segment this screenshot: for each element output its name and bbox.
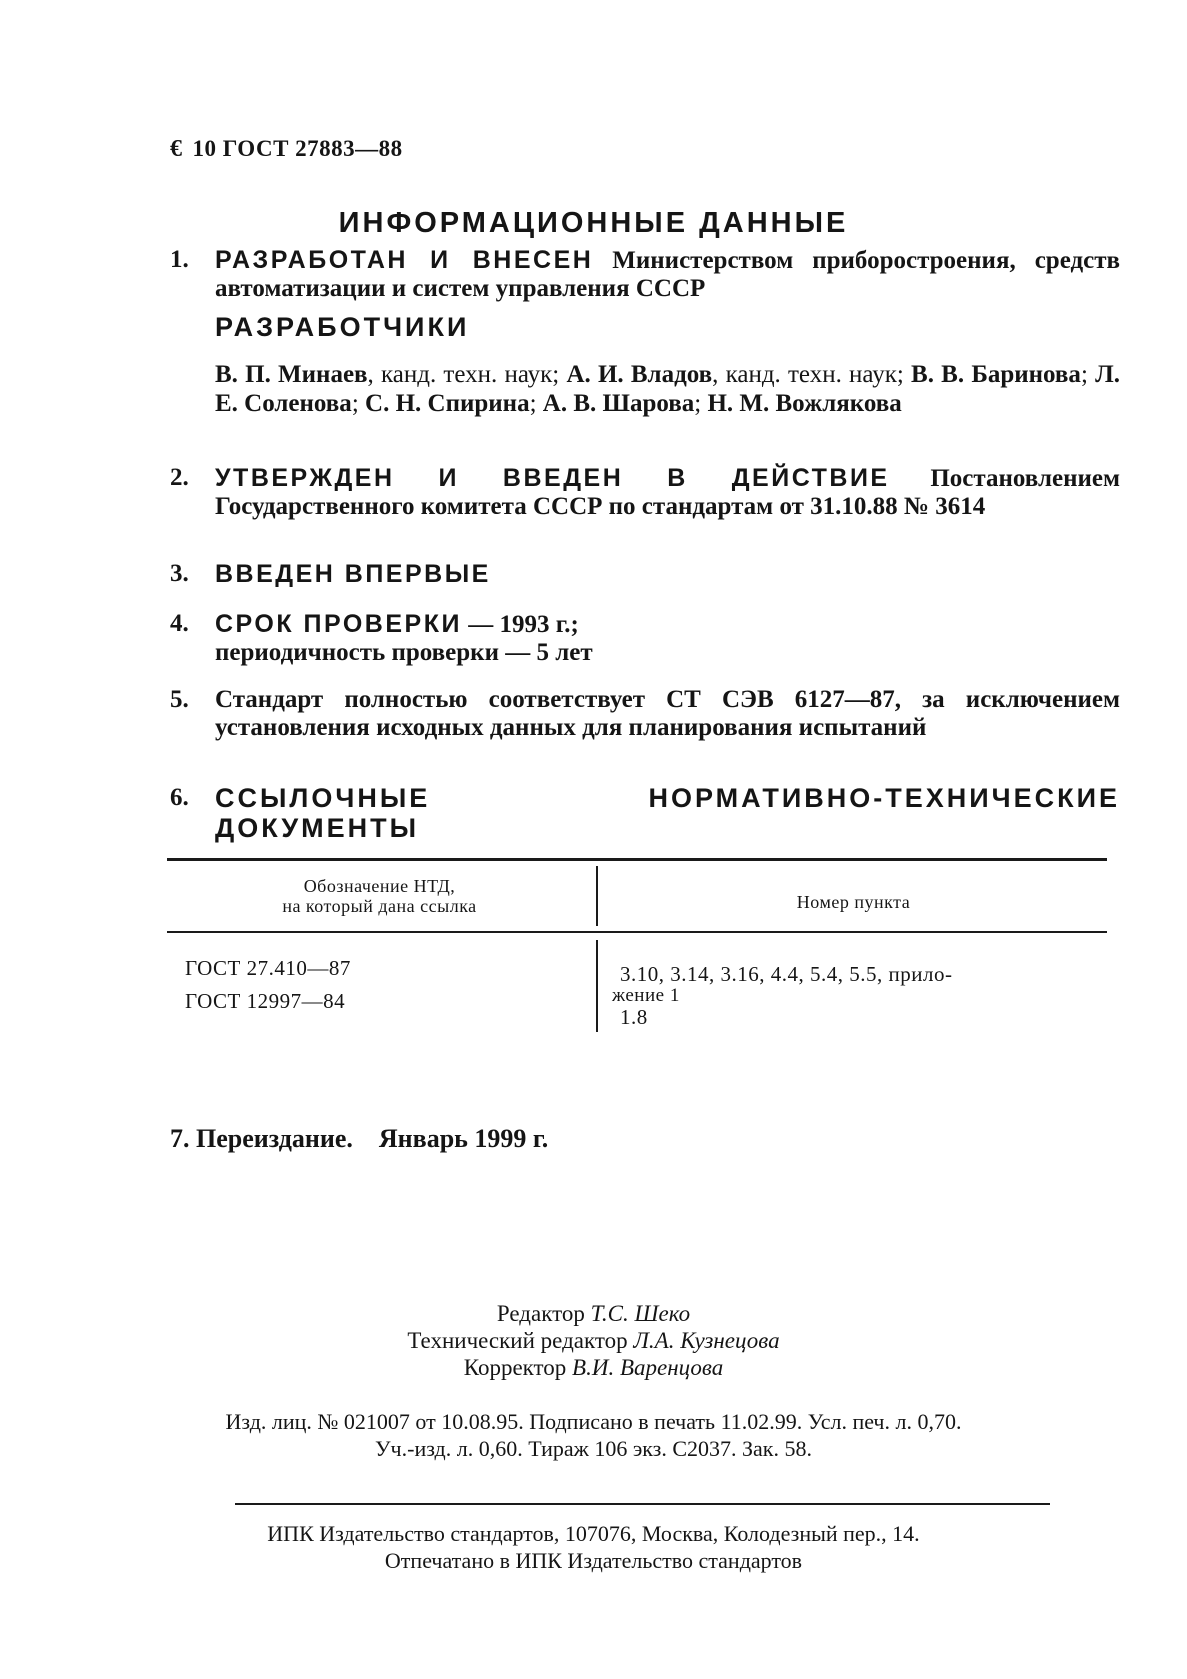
developer-title: , канд. техн. наук; (367, 361, 567, 388)
item-compliance (170, 686, 1120, 742)
editorial-credits (0, 1300, 1187, 1381)
item-number: 2. (170, 464, 189, 491)
credit-name: Л.А. Кузнецова (633, 1328, 780, 1353)
clause-line: 3.10, 3.14, 3.16, 4.4, 5.4, 5.5, прило- (620, 962, 953, 986)
developer-name: В. В. Баринова (911, 361, 1081, 388)
item-heading: УТВЕРЖДЕН И ВВЕДЕН В ДЕЙСТВИЕ (215, 464, 890, 492)
developer-title: ; (1080, 361, 1096, 388)
reissue-line (170, 1124, 548, 1154)
page-reference: 10 ГОСТ 27883—88 (192, 136, 403, 161)
developer-name: С. Н. Спирина (365, 390, 530, 417)
credit-label: Корректор (463, 1355, 567, 1380)
developers-heading: РАЗРАБОТЧИКИ (215, 312, 470, 342)
item-developed (170, 246, 1120, 303)
item-heading: СРОК ПРОВЕРКИ (215, 610, 462, 638)
table-cell-document: ГОСТ 27.410—87 (185, 956, 351, 980)
editor-line (0, 1300, 1187, 1327)
table-header-rule (167, 931, 1107, 933)
imprint-line: Изд. лиц. № 021007 от 10.08.95. Подписано в печать 11.02.99. Усл. печ. л. 0,70. (225, 1409, 962, 1434)
footer-rule (235, 1503, 1050, 1505)
publisher-line: ИПК Издательство стандартов, 107076, Москва, Колодезный пер., 14. (267, 1521, 920, 1546)
review-period: периодичность проверки — 5 лет (215, 639, 593, 666)
table-cell-clause: 1.8 (620, 1005, 648, 1029)
item-references (170, 784, 1120, 844)
table-cell-document: ГОСТ 12997—84 (185, 989, 346, 1013)
developer-title: ; (529, 390, 543, 417)
corrector-line (0, 1354, 1187, 1381)
publisher-mark-icon: € (170, 136, 183, 162)
table-cell-clause (612, 962, 1040, 1006)
developer-name: А. И. Владов (566, 361, 713, 388)
item-heading: ССЫЛОЧНЫЕ НОРМАТИВНО-ТЕХНИЧЕСКИЕ ДОКУМЕНТЫ (215, 783, 1120, 843)
item-heading: ВВЕДЕН ВПЕРВЫЕ (215, 560, 491, 588)
reissue-date: Январь 1999 г. (378, 1124, 549, 1153)
table-header-line: на который дана ссылка (282, 896, 477, 916)
table-column-divider (596, 940, 598, 1032)
reissue-label: Переиздание. (196, 1124, 353, 1153)
credit-name: Т.С. Шеко (590, 1301, 691, 1326)
clause-line: жение 1 (612, 985, 680, 1006)
item-approved (170, 464, 1120, 521)
credit-name: В.И. Варенцова (572, 1355, 724, 1380)
publisher-info (0, 1520, 1187, 1574)
item-number: 7. (170, 1124, 190, 1153)
developer-name: А. В. Шарова (542, 390, 695, 417)
item-first-introduced (170, 560, 1120, 589)
table-top-rule (167, 858, 1107, 861)
item-number: 4. (170, 610, 189, 637)
developers-list (215, 360, 1120, 418)
tech-editor-line (0, 1327, 1187, 1354)
developer-title: ; (351, 390, 366, 417)
item-review-date (170, 610, 1120, 667)
developer-name: Н. М. Вожлякова (707, 390, 902, 417)
credit-label: Технический редактор (407, 1328, 628, 1353)
credit-label: Редактор (496, 1301, 585, 1326)
item-number: 6. (170, 784, 189, 811)
item-number: 1. (170, 246, 189, 273)
item-text: Стандарт полностью соответствует СТ СЭВ 6127—87, за исключением установления исходных данных для планирования испытаний (215, 686, 1120, 741)
table-column-divider (596, 866, 598, 926)
developer-name: В. П. Минаев (215, 361, 368, 388)
page-header (170, 136, 403, 163)
item-heading: РАЗРАБОТАН И ВНЕСЕН (215, 246, 594, 274)
publisher-line: Отпечатано в ИПК Издательство стандартов (384, 1548, 803, 1573)
developer-title: , канд. техн. наук; (712, 361, 912, 388)
item-number: 5. (170, 686, 189, 713)
developer-title: ; (694, 390, 708, 417)
item-number: 3. (170, 560, 189, 587)
table-header-line: Обозначение НТД, (303, 876, 456, 896)
table-header-document (167, 876, 592, 916)
item-text: Постановлением Государственного комитета СССР по стандартам от 31.10.88 № 3614 (215, 465, 1120, 520)
item-text: Министерством приборостроения, средств автоматизации и систем управления СССР (215, 247, 1120, 302)
developer-name: Л. Е. Соленова (215, 361, 1120, 417)
imprint-line: Уч.-изд. л. 0,60. Тираж 106 экз. С2037. Зак. 58. (374, 1436, 812, 1461)
table-header-clause: Номер пункта (796, 892, 911, 912)
imprint-info (0, 1408, 1187, 1462)
section-title: ИНФОРМАЦИОННЫЕ ДАННЫЕ (338, 207, 849, 239)
item-text: — 1993 г.; (461, 611, 579, 638)
